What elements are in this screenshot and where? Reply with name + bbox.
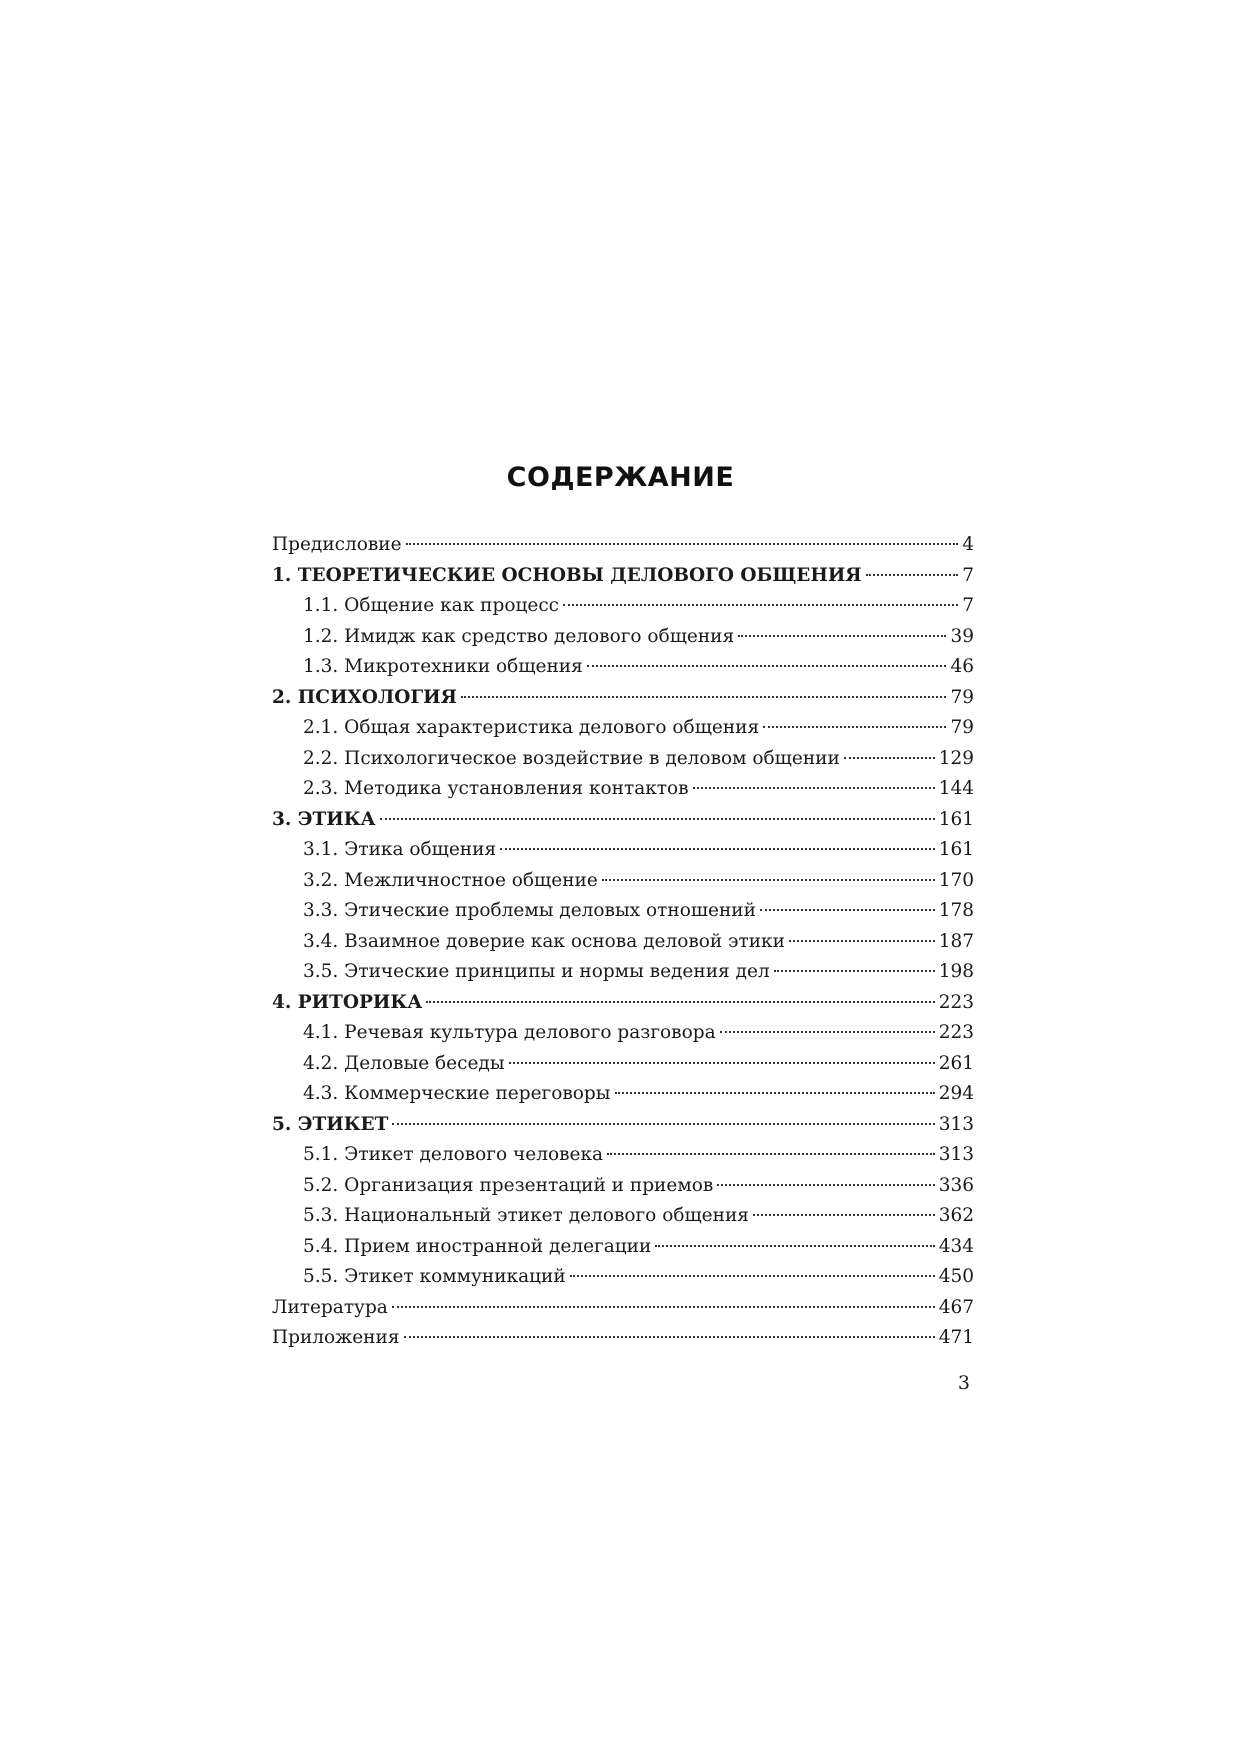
toc-entry-title: 1.1. Общение как процесс bbox=[303, 595, 560, 616]
toc-entry-page: 129 bbox=[938, 747, 974, 769]
toc-entry-page: 261 bbox=[938, 1052, 974, 1074]
dot-leader bbox=[720, 1031, 935, 1033]
toc-section-entry bbox=[272, 1079, 974, 1110]
toc-section-entry bbox=[272, 1171, 974, 1202]
toc-entry-page: 187 bbox=[938, 930, 974, 952]
toc-section-entry bbox=[272, 896, 974, 927]
toc-entry-page: 294 bbox=[938, 1083, 974, 1104]
dot-leader bbox=[717, 1184, 934, 1186]
toc-entry-page: 471 bbox=[938, 1327, 974, 1348]
toc-entry-page: 79 bbox=[950, 717, 974, 738]
toc-section-entry bbox=[272, 1049, 974, 1080]
toc-entry-page: 467 bbox=[938, 1296, 974, 1318]
toc-entry-page: 7 bbox=[962, 595, 974, 616]
toc-section-entry bbox=[272, 1232, 974, 1263]
dot-leader bbox=[392, 1123, 934, 1125]
toc-entry-title: 4.3. Коммерческие переговоры bbox=[303, 1083, 611, 1104]
toc-entry-page: 161 bbox=[938, 839, 974, 860]
toc-entry-page: 161 bbox=[938, 808, 974, 830]
toc-entry-page: 223 bbox=[938, 1022, 974, 1043]
toc-entry bbox=[272, 530, 974, 561]
dot-leader bbox=[509, 1062, 935, 1064]
dot-leader bbox=[693, 787, 935, 789]
dot-leader bbox=[738, 635, 946, 637]
toc-section-entry bbox=[272, 774, 974, 805]
dot-leader bbox=[406, 543, 959, 545]
toc-entry-page: 4 bbox=[962, 534, 974, 555]
toc-entry-page: 434 bbox=[938, 1235, 974, 1257]
toc-entry-title: 1.2. Имидж как средство делового общения bbox=[303, 625, 735, 647]
toc-entry bbox=[272, 1323, 974, 1354]
dot-leader bbox=[461, 696, 947, 698]
dot-leader bbox=[563, 604, 958, 606]
toc-entry-page: 46 bbox=[950, 656, 974, 677]
dot-leader bbox=[404, 1336, 935, 1338]
toc-section-entry bbox=[272, 713, 974, 744]
dot-leader bbox=[763, 726, 946, 728]
toc-entry-title: 5.2. Организация презентаций и приемов bbox=[303, 1174, 714, 1196]
toc-section-entry bbox=[272, 835, 974, 866]
toc-entry-title: Предисловие bbox=[272, 534, 402, 555]
toc-chapter-entry bbox=[272, 988, 974, 1019]
toc-entry-title: 5.3. Национальный этикет делового общения bbox=[303, 1205, 749, 1226]
toc-entry-page: 79 bbox=[950, 686, 974, 708]
page-number: 3 bbox=[957, 1372, 970, 1394]
toc-entry-title: 1.3. Микротехники общения bbox=[303, 656, 583, 677]
toc-entry-title: 5. ЭТИКЕТ bbox=[272, 1113, 389, 1135]
toc-chapter-entry bbox=[272, 805, 974, 836]
toc-entry-title: Приложения bbox=[272, 1327, 400, 1348]
toc-entry-title: Литература bbox=[272, 1296, 388, 1318]
toc-entry-page: 362 bbox=[938, 1205, 974, 1226]
toc-entry-page: 336 bbox=[938, 1174, 974, 1196]
toc-chapter-entry bbox=[272, 1110, 974, 1141]
toc-entry-title: 3.5. Этические принципы и нормы ведения дел bbox=[303, 961, 770, 982]
toc-entry-title: 2.1. Общая характеристика делового общения bbox=[303, 717, 760, 738]
dot-leader bbox=[602, 879, 935, 881]
toc-section-entry bbox=[272, 1262, 974, 1293]
toc-entry-title: 5.4. Прием иностранной делегации bbox=[303, 1235, 652, 1257]
dot-leader bbox=[615, 1092, 935, 1094]
dot-leader bbox=[500, 848, 935, 850]
toc-entry-title: 3. ЭТИКА bbox=[272, 808, 376, 830]
dot-leader bbox=[392, 1306, 935, 1308]
dot-leader bbox=[789, 940, 935, 942]
toc-section-entry bbox=[272, 1201, 974, 1232]
toc-section-entry bbox=[272, 866, 974, 897]
toc-entry-page: 39 bbox=[950, 625, 974, 647]
toc-entry-page: 178 bbox=[938, 900, 974, 921]
dot-leader bbox=[760, 909, 935, 911]
toc-entry bbox=[272, 1293, 974, 1324]
toc-entry-title: 2.3. Методика установления контактов bbox=[303, 778, 689, 799]
toc-entry-page: 313 bbox=[938, 1144, 974, 1165]
toc-entry-title: 3.3. Этические проблемы деловых отношений bbox=[303, 900, 756, 921]
page-title: СОДЕРЖАНИЕ bbox=[506, 462, 735, 493]
toc-entry-title: 4. РИТОРИКА bbox=[272, 991, 423, 1013]
toc-entry-title: 2.2. Психологическое воздействие в деловом общении bbox=[303, 747, 840, 769]
toc-section-entry bbox=[272, 652, 974, 683]
toc-section-entry bbox=[272, 957, 974, 988]
table-of-contents bbox=[272, 530, 974, 1354]
dot-leader bbox=[774, 970, 935, 972]
toc-section-entry bbox=[272, 591, 974, 622]
dot-leader bbox=[380, 818, 935, 820]
toc-entry-title: 5.5. Этикет коммуникаций bbox=[303, 1266, 566, 1287]
toc-entry-title: 5.1. Этикет делового человека bbox=[303, 1144, 604, 1165]
toc-entry-page: 198 bbox=[938, 961, 974, 982]
dot-leader bbox=[866, 574, 959, 576]
toc-section-entry bbox=[272, 1140, 974, 1171]
toc-entry-title: 4.2. Деловые беседы bbox=[303, 1052, 505, 1074]
toc-entry-title: 2. ПСИХОЛОГИЯ bbox=[272, 686, 457, 708]
toc-entry-page: 170 bbox=[938, 869, 974, 891]
dot-leader bbox=[655, 1245, 934, 1247]
toc-section-entry bbox=[272, 927, 974, 958]
toc-entry-page: 7 bbox=[962, 564, 974, 586]
dot-leader bbox=[570, 1275, 935, 1277]
toc-section-entry bbox=[272, 744, 974, 775]
dot-leader bbox=[587, 665, 947, 667]
toc-entry-page: 144 bbox=[938, 778, 974, 799]
toc-entry-title: 1. ТЕОРЕТИЧЕСКИЕ ОСНОВЫ ДЕЛОВОГО ОБЩЕНИЯ bbox=[272, 564, 862, 586]
dot-leader bbox=[607, 1153, 935, 1155]
toc-entry-page: 223 bbox=[938, 991, 974, 1013]
dot-leader bbox=[426, 1001, 934, 1003]
toc-entry-title: 3.2. Межличностное общение bbox=[303, 869, 598, 891]
toc-entry-title: 4.1. Речевая культура делового разговора bbox=[303, 1022, 716, 1043]
toc-section-entry bbox=[272, 1018, 974, 1049]
toc-section-entry bbox=[272, 622, 974, 653]
dot-leader bbox=[753, 1214, 935, 1216]
toc-entry-page: 450 bbox=[938, 1266, 974, 1287]
dot-leader bbox=[844, 757, 935, 759]
toc-entry-title: 3.1. Этика общения bbox=[303, 839, 497, 860]
toc-entry-page: 313 bbox=[938, 1113, 974, 1135]
toc-chapter-entry bbox=[272, 683, 974, 714]
toc-entry-title: 3.4. Взаимное доверие как основа деловой этики bbox=[303, 930, 785, 952]
toc-chapter-entry bbox=[272, 561, 974, 592]
